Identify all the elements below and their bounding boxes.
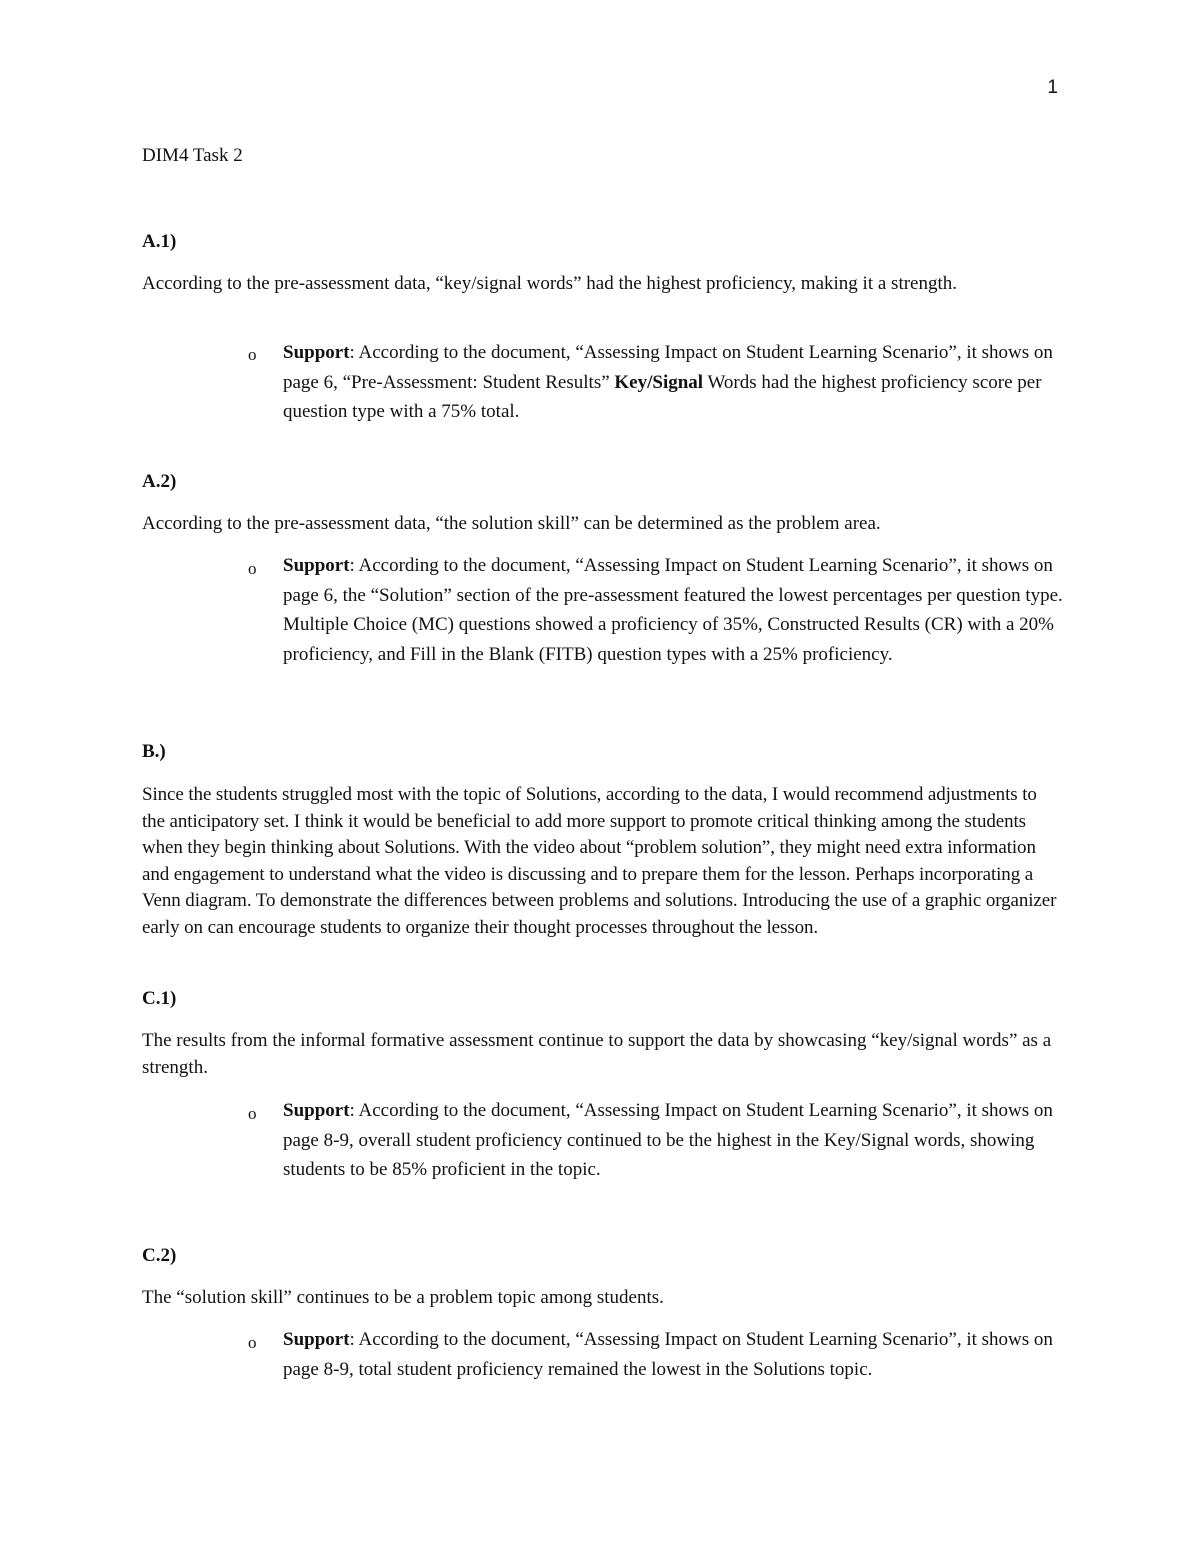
support-text: : According to the document, “Assessing Impact on Student Learning Scenario”, it shows on page 8-9, overall student proficiency continued to be the highest in the Key/Signal words, showing students to be 85% proficient in the topic.	[283, 1100, 1053, 1180]
section-a2-support	[283, 551, 1073, 669]
section-c1-paragraph: The results from the informal formative assessment continue to support the data by showcasing “key/signal words” as a strength.	[142, 1030, 1052, 1078]
section-a1-heading: A.1)	[142, 231, 177, 252]
support-label: Support	[283, 1100, 350, 1121]
page-number: 1	[1047, 77, 1058, 98]
section-c2-support	[283, 1325, 1073, 1384]
section-b-paragraph: Since the students struggled most with the topic of Solutions, according to the data, I would recommend adjustments to the anticipatory set. I think it would be beneficial to add more support to promote critical thinking among the students when they begin thinking about Solutions. With the video about “problem solution”, they might need extra information and engagement to understand what the video is discussing and to prepare them for the lesson. Perhaps incorporating a Venn diagram. To demonstrate the differences between problems and solutions. Introducing the use of a graphic organizer early on can encourage students to organize their thought processes throughout the lesson.	[142, 784, 1057, 938]
section-a1-paragraph: According to the pre-assessment data, “key/signal words” had the highest proficiency, making it a strength.	[142, 273, 958, 294]
section-a2-paragraph: According to the pre-assessment data, “the solution skill” can be determined as the problem area.	[142, 513, 881, 534]
document-title: DIM4 Task 2	[142, 145, 243, 166]
support-text: : According to the document, “Assessing Impact on Student Learning Scenario”, it shows on page 6, the “Solution” section of the pre-assessment featured the lowest percentages per question type. Multiple Choice (MC) questions showed a proficiency of 35%, Constructed Results (CR) with a 20% proficiency, and Fill in the Blank (FITB) question types with a 25% proficiency.	[283, 555, 1063, 665]
support-text: : According to the document, “Assessing Impact on Student Learning Scenario”, it shows on page 6, “Pre-Assessment: Student Results”	[283, 342, 1053, 393]
section-c2-paragraph: The “solution skill” continues to be a problem topic among students.	[142, 1287, 664, 1308]
support-text: : According to the document, “Assessing Impact on Student Learning Scenario”, it shows on page 8-9, total student proficiency remained the lowest in the Solutions topic.	[283, 1329, 1053, 1380]
support-label: Support	[283, 1329, 350, 1350]
section-a2-bullet: o	[248, 559, 257, 578]
support-text-continued: Words had the highest proficiency score per question type with a 75% total.	[283, 371, 1042, 422]
section-c1-heading: C.1)	[142, 988, 177, 1009]
section-c1-support	[283, 1096, 1073, 1185]
section-c1-bullet: o	[248, 1104, 257, 1123]
section-a2-heading: A.2)	[142, 471, 177, 492]
section-c2-heading: C.2)	[142, 1245, 177, 1266]
support-emphasis: Key/Signal	[614, 371, 704, 393]
support-label: Support	[283, 555, 350, 576]
section-a1-bullet: o	[248, 345, 257, 364]
section-b-heading: B.)	[142, 741, 166, 762]
section-a1-support	[283, 338, 1073, 427]
section-c2-bullet: o	[248, 1333, 257, 1352]
support-label: Support	[283, 342, 350, 363]
